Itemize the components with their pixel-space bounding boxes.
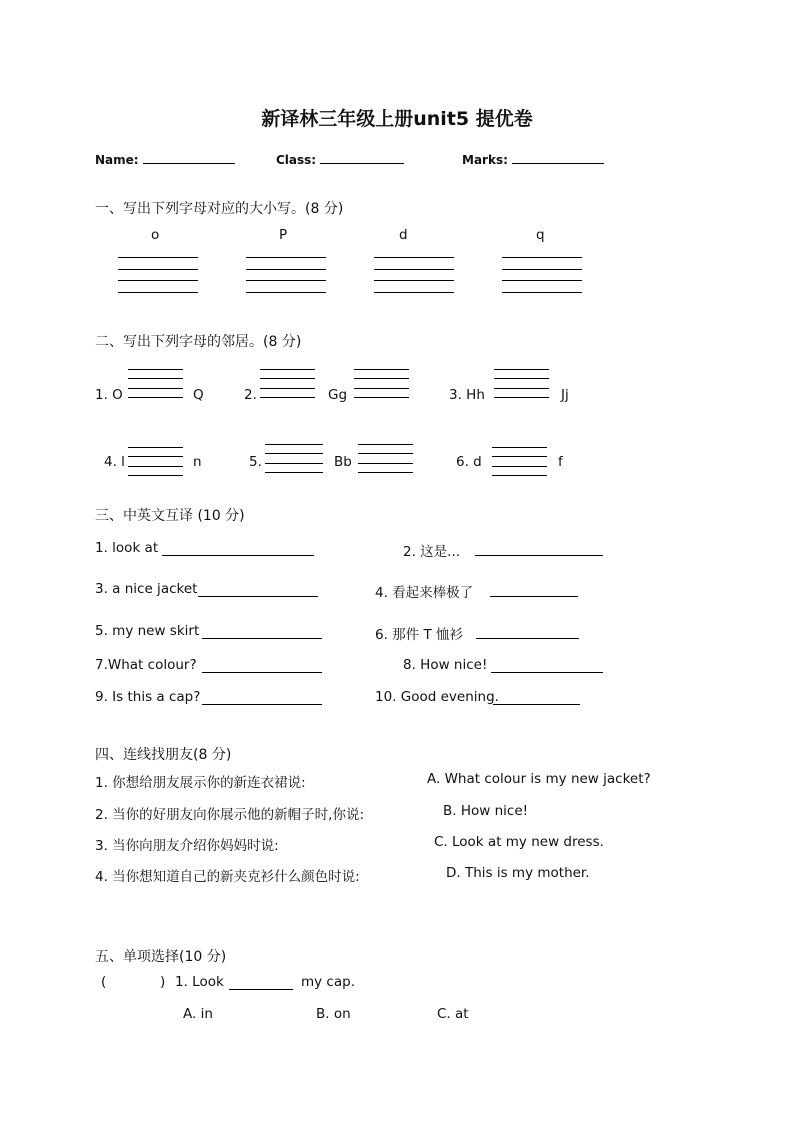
writing-guide-line: [128, 447, 183, 448]
section2-suffix: Bb: [334, 454, 352, 470]
writing-guide-line: [354, 397, 409, 398]
match-left-item: 2. 当你的好朋友向你展示他的新帽子时,你说:: [95, 807, 365, 823]
writing-guide-line: [492, 466, 547, 467]
match-left-item: 1. 你想给朋友展示你的新连衣裙说:: [95, 775, 306, 791]
section2-suffix: Jj: [561, 387, 569, 403]
writing-guide-line: [374, 292, 454, 293]
answer-blank[interactable]: [475, 555, 603, 556]
translation-item: 5. my new skirt: [95, 623, 200, 639]
writing-guide-line: [354, 378, 409, 379]
answer-blank[interactable]: [202, 672, 322, 673]
section3-heading: 三、中英文互译 (10 分): [95, 508, 245, 524]
name-field: [95, 151, 235, 167]
writing-guide-line: [358, 472, 413, 473]
translation-item: 8. How nice!: [403, 657, 488, 673]
writing-guide-line: [494, 388, 549, 389]
answer-paren-open: (: [101, 974, 107, 990]
match-left-item: 4. 当你想知道自己的新夹克衫什么颜色时说:: [95, 869, 360, 885]
answer-blank[interactable]: [198, 596, 318, 597]
section2-prefix: 1. O: [95, 387, 123, 403]
question-text: my cap.: [301, 974, 355, 990]
writing-guide-line: [265, 463, 323, 464]
page-title: 新译林三年级上册unit5 提优卷: [261, 108, 533, 130]
match-left-item: 3. 当你向朋友介绍你妈妈时说:: [95, 838, 279, 854]
option-b[interactable]: B. on: [316, 1006, 351, 1022]
writing-guide-line: [128, 369, 183, 370]
writing-guide-line: [265, 453, 323, 454]
writing-guide-line: [494, 369, 549, 370]
name-label: Name:: [95, 153, 139, 167]
section2-suffix: Q: [193, 387, 204, 403]
answer-blank[interactable]: [493, 704, 580, 705]
answer-paren-close: ): [160, 974, 166, 990]
question-blank[interactable]: [229, 989, 293, 990]
translation-item: 6. 那件 T 恤衫: [375, 627, 464, 643]
answer-blank[interactable]: [476, 638, 579, 639]
writing-guide-line: [492, 475, 547, 476]
match-right-item: D. This is my mother.: [446, 865, 590, 881]
writing-guide-line: [494, 378, 549, 379]
class-label: Class:: [276, 153, 317, 167]
translation-item: 9. Is this a cap?: [95, 689, 201, 705]
section1-letter: d: [399, 227, 408, 243]
writing-guide-line: [118, 269, 198, 270]
section2-prefix: 6. d: [456, 454, 482, 470]
match-right-item: B. How nice!: [443, 803, 529, 819]
section1-heading: 一、写出下列字母对应的大小写。(8 分): [95, 201, 344, 217]
translation-item: 3. a nice jacket: [95, 581, 198, 597]
option-c[interactable]: C. at: [437, 1006, 469, 1022]
writing-guide-line: [260, 369, 315, 370]
writing-guide-line: [246, 269, 326, 270]
answer-blank[interactable]: [162, 555, 314, 556]
section4-heading: 四、连线找朋友(8 分): [95, 747, 232, 763]
writing-guide-line: [265, 444, 323, 445]
writing-guide-line: [128, 388, 183, 389]
section2-suffix: f: [558, 454, 563, 470]
section2-prefix: 3. Hh: [449, 387, 485, 403]
answer-blank[interactable]: [490, 596, 578, 597]
writing-guide-line: [358, 463, 413, 464]
writing-guide-line: [502, 280, 582, 281]
section5-heading: 五、单项选择(10 分): [95, 949, 227, 965]
translation-item: 4. 看起来棒极了: [375, 585, 474, 601]
section2-prefix: 2.: [244, 387, 257, 403]
writing-guide-line: [260, 378, 315, 379]
section2-suffix: Gg: [328, 387, 348, 403]
writing-guide-line: [128, 397, 183, 398]
writing-guide-line: [128, 456, 183, 457]
translation-item: 2. 这是...: [403, 544, 461, 560]
writing-guide-line: [246, 257, 326, 258]
section2-prefix: 5.: [249, 454, 262, 470]
answer-slot[interactable]: [110, 974, 158, 992]
writing-guide-line: [260, 397, 315, 398]
writing-guide-line: [502, 292, 582, 293]
writing-guide-line: [246, 280, 326, 281]
answer-blank[interactable]: [202, 638, 322, 639]
section1-letter: P: [279, 227, 288, 243]
section2-heading: 二、写出下列字母的邻居。(8 分): [95, 334, 302, 350]
marks-label: Marks:: [462, 153, 508, 167]
writing-guide-line: [118, 292, 198, 293]
writing-guide-line: [502, 269, 582, 270]
question-text: 1. Look: [175, 974, 224, 990]
answer-blank[interactable]: [202, 704, 322, 705]
class-field: [276, 151, 404, 167]
marks-blank[interactable]: [512, 151, 604, 164]
name-blank[interactable]: [143, 151, 235, 164]
writing-guide-line: [358, 453, 413, 454]
section1-letter: q: [536, 227, 545, 243]
option-a[interactable]: A. in: [183, 1006, 213, 1022]
marks-field: [462, 151, 604, 167]
writing-guide-line: [492, 456, 547, 457]
section1-letter: o: [151, 227, 160, 243]
writing-guide-line: [246, 292, 326, 293]
match-right-item: C. Look at my new dress.: [434, 834, 604, 850]
translation-item: 10. Good evening.: [375, 689, 499, 705]
writing-guide-line: [128, 466, 183, 467]
translation-item: 7.What colour?: [95, 657, 197, 673]
class-blank[interactable]: [320, 151, 404, 164]
writing-guide-line: [354, 388, 409, 389]
section2-prefix: 4. l: [104, 454, 125, 470]
writing-guide-line: [118, 257, 198, 258]
answer-blank[interactable]: [491, 672, 603, 673]
writing-guide-line: [374, 257, 454, 258]
writing-guide-line: [354, 369, 409, 370]
writing-guide-line: [358, 444, 413, 445]
match-right-item: A. What colour is my new jacket?: [427, 771, 651, 787]
writing-guide-line: [128, 475, 183, 476]
writing-guide-line: [128, 378, 183, 379]
writing-guide-line: [374, 280, 454, 281]
writing-guide-line: [494, 397, 549, 398]
section2-suffix: n: [193, 454, 202, 470]
writing-guide-line: [492, 447, 547, 448]
writing-guide-line: [260, 388, 315, 389]
translation-item: 1. look at: [95, 540, 159, 556]
writing-guide-line: [118, 280, 198, 281]
writing-guide-line: [265, 472, 323, 473]
writing-guide-line: [374, 269, 454, 270]
writing-guide-line: [502, 257, 582, 258]
